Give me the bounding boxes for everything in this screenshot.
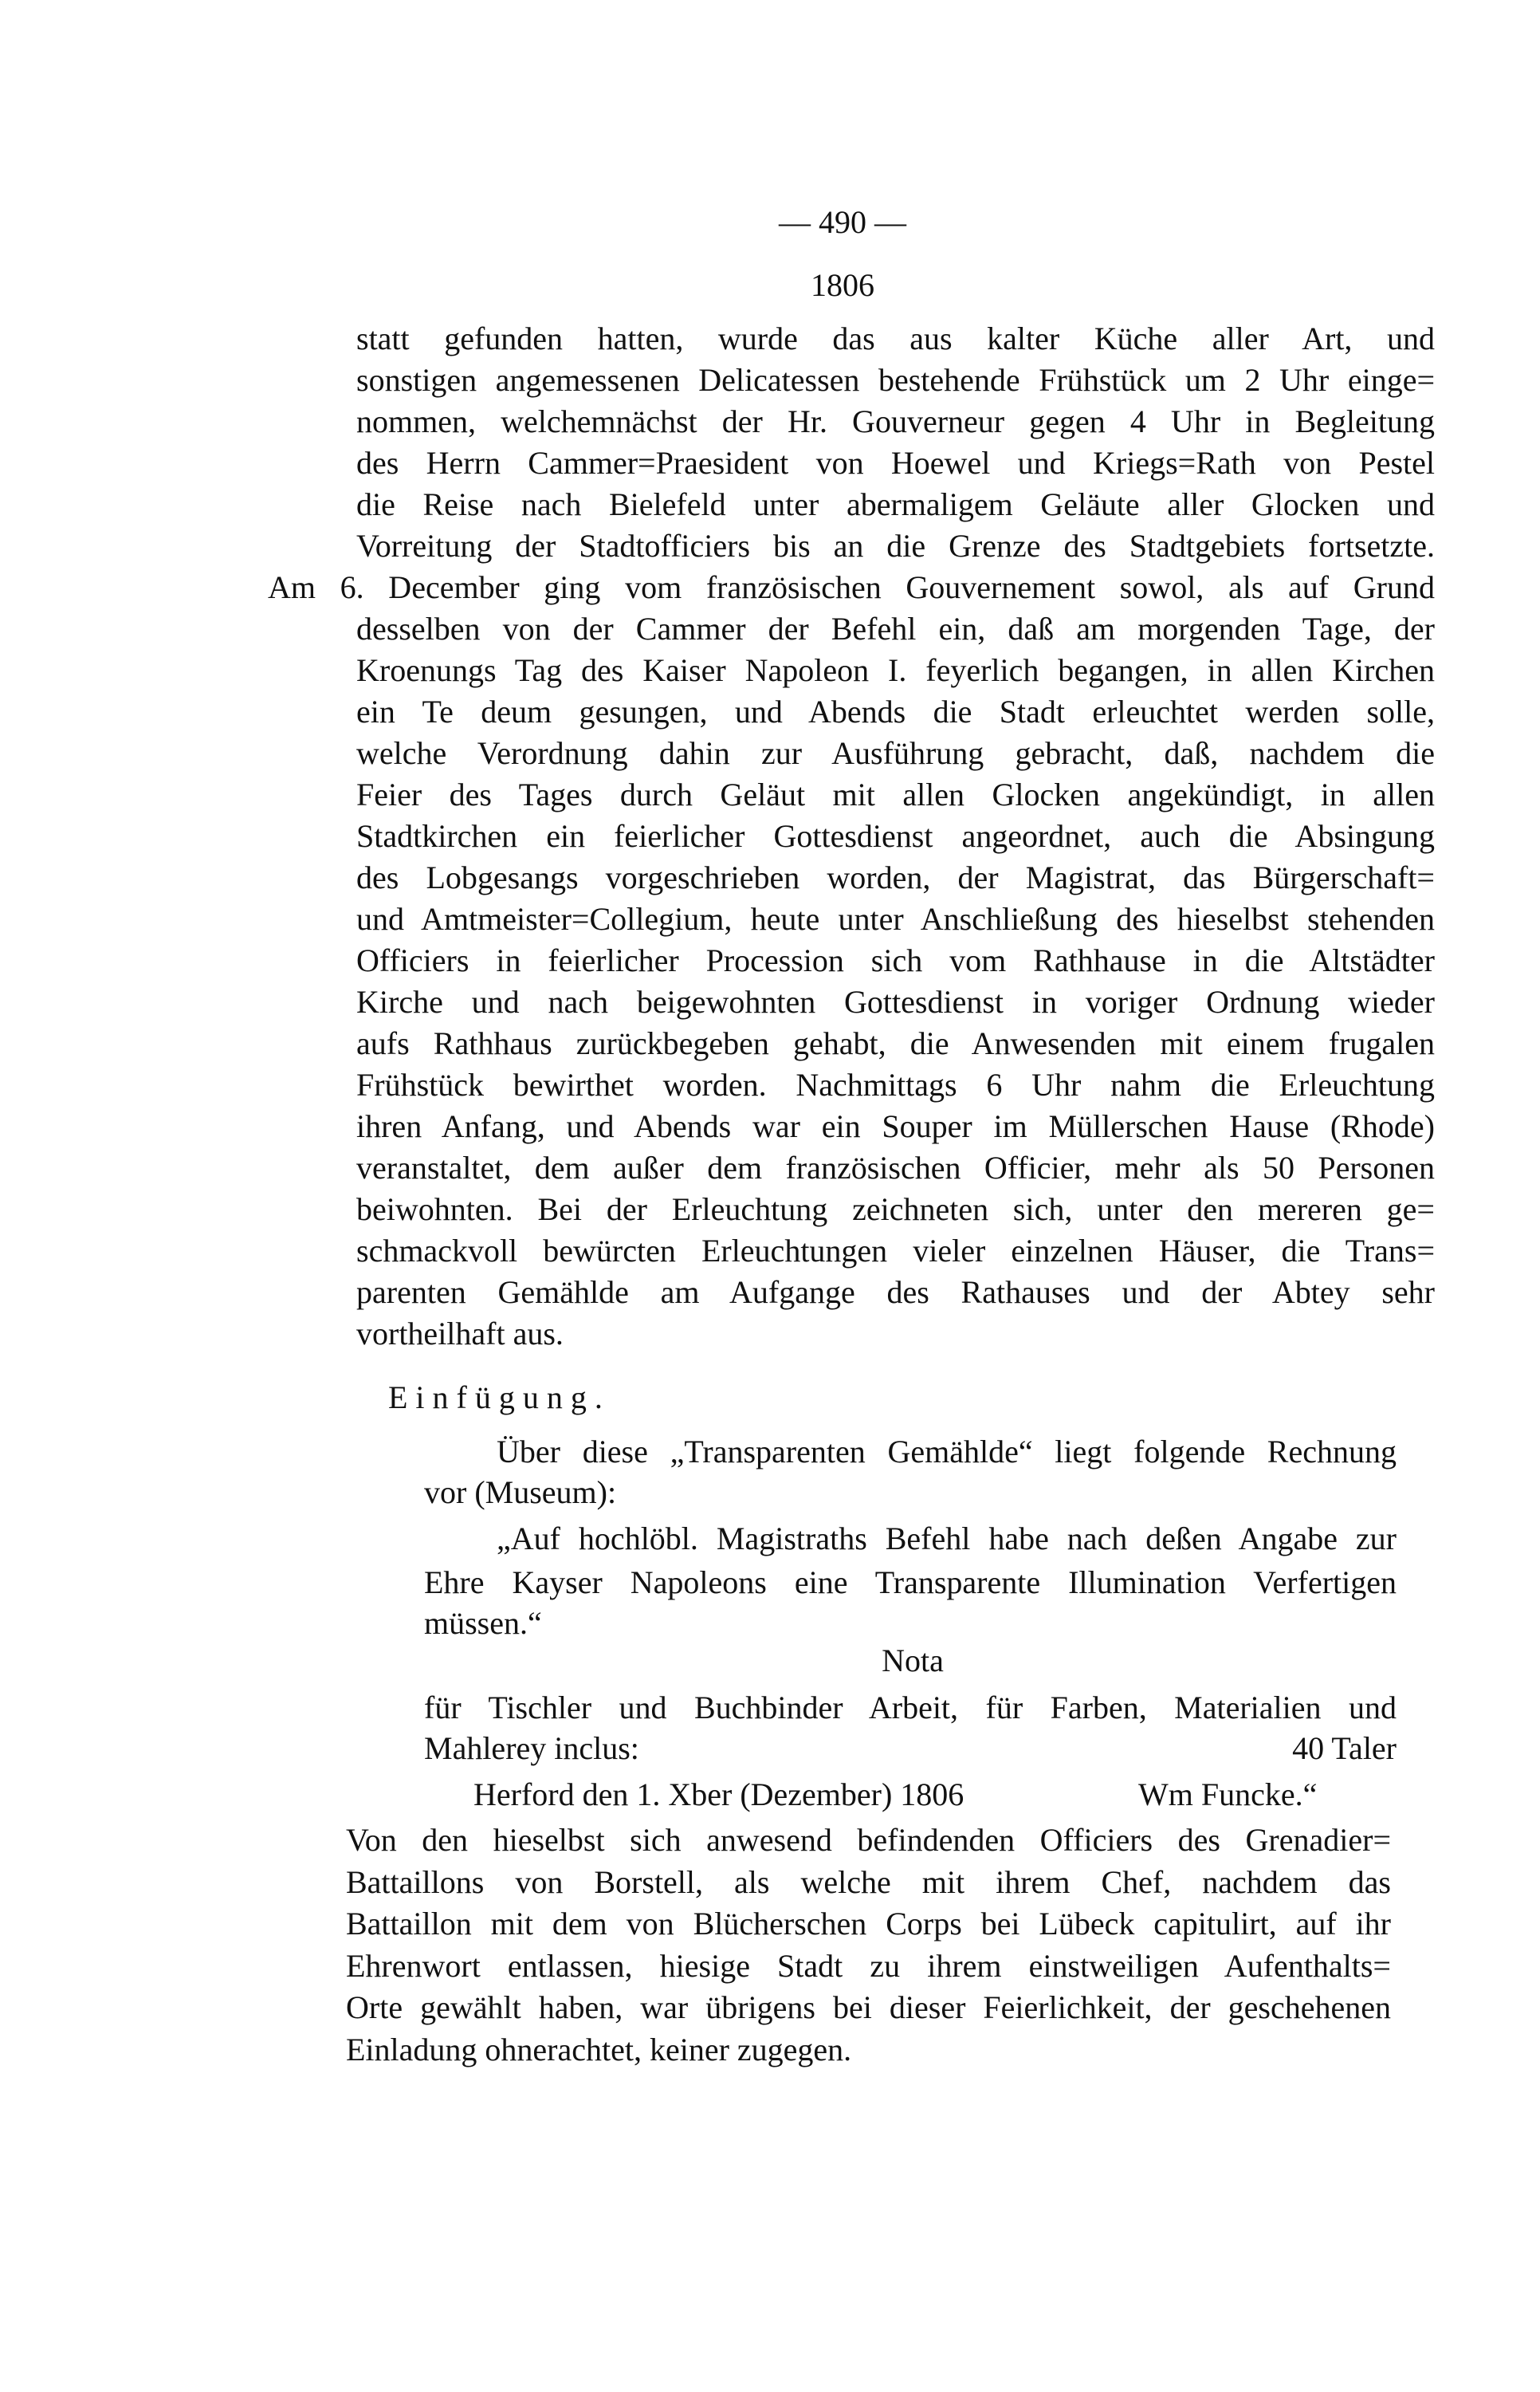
page-number: — 490 — — [779, 204, 906, 240]
quote-line: „Auf hochlöbl. Magistraths Befehl habe nach deßen Angabe zur — [497, 1521, 1397, 1556]
nota-line: Mahlerey inclus: — [424, 1730, 639, 1766]
text-line: und Amtmeister=Collegium, heute unter Anschließung des hieselbst stehenden — [356, 901, 1435, 937]
text-line: des Herrn Cammer=Praesident von Hoewel und Kriegs=Rath von Pestel — [356, 445, 1435, 481]
text-line: Von den hieselbst sich anwesend befindenden Officiers des Grenadier= — [346, 1822, 1391, 1858]
text-line: parenten Gemählde am Aufgange des Rathauses und der Abtey sehr — [356, 1274, 1435, 1310]
nota-heading: Nota — [882, 1643, 944, 1678]
text-line: Kroenungs Tag des Kaiser Napoleon I. feyerlich begangen, in allen Kirchen — [356, 652, 1435, 688]
text-line: Officiers in feierlicher Procession sich vom Rathhause in die Altstädter — [356, 942, 1435, 978]
text-line: sonstigen angemessenen Delicatessen bestehende Frühstück um 2 Uhr einge= — [356, 362, 1435, 398]
text-line: Frühstück bewirthet worden. Nachmittags 6 Uhr nahm die Erleuchtung — [356, 1067, 1435, 1103]
text-line: desselben von der Cammer der Befehl ein, daß am morgenden Tage, der — [356, 611, 1435, 647]
text-line: beiwohnten. Bei der Erleuchtung zeichneten sich, unter den mereren ge= — [356, 1191, 1435, 1227]
text-line: nommen, welchemnächst der Hr. Gouverneur gegen 4 Uhr in Begleitung — [356, 403, 1435, 439]
text-line: aufs Rathhaus zurückbegeben gehabt, die Anwesenden mit einem frugalen — [356, 1025, 1435, 1061]
text-line: statt gefunden hatten, wurde das aus kalter Küche aller Art, und — [356, 321, 1435, 356]
text-line: des Lobgesangs vorgeschrieben worden, der Magistrat, das Bürgerschaft= — [356, 860, 1435, 895]
text-line: Orte gewählt haben, war übrigens bei dieser Feierlichkeit, der geschehenen — [346, 1989, 1391, 2025]
quote-line: Ehre Kayser Napoleons eine Transparente Illumination Verfertigen — [424, 1564, 1397, 1600]
text-line: ein Te deum gesungen, und Abends die Stadt erleuchtet werden solle, — [356, 694, 1435, 730]
text-line: Battaillon mit dem von Blücherschen Corps bei Lübeck capitulirt, auf ihr — [346, 1906, 1391, 1942]
quote-line: müssen.“ — [424, 1605, 542, 1641]
text-line: Einladung ohnerachtet, keiner zugegen. — [346, 2031, 852, 2067]
text-line: ihren Anfang, und Abends war ein Souper im Müllerschen Hause (Rhode) — [356, 1108, 1435, 1144]
text-line: Stadtkirchen ein feierlicher Gottesdienst angeordnet, auch die Absingung — [356, 818, 1435, 854]
text-line: vor (Museum): — [424, 1474, 617, 1510]
signature: Wm Funcke.“ — [1138, 1776, 1318, 1812]
text-line: Ehrenwort entlassen, hiesige Stadt zu ihrem einstweiligen Aufenthalts= — [346, 1947, 1391, 1984]
nota-line: für Tischler und Buchbinder Arbeit, für Farben, Materialien und — [424, 1690, 1397, 1725]
text-line: die Reise nach Bielefeld unter abermaligem Geläute aller Glocken und — [356, 486, 1435, 522]
nota-amount: 40 Taler — [1292, 1730, 1397, 1766]
text-line: schmackvoll bewürcten Erleuchtungen vieler einzelnen Häuser, die Trans= — [356, 1233, 1435, 1269]
text-line: Battaillons von Borstell, als welche mit ihrem Chef, nachdem das — [346, 1863, 1391, 1900]
place-date: Herford den 1. Xber (Dezember) 1806 — [473, 1776, 964, 1812]
year-heading: 1806 — [811, 267, 874, 303]
text-line: Über diese „Transparenten Gemählde“ liegt folgende Rechnung — [497, 1434, 1397, 1469]
text-line: welche Verordnung dahin zur Ausführung gebracht, daß, nachdem die — [356, 735, 1435, 771]
insertion-heading: Einfügung. — [388, 1379, 611, 1415]
text-line: Feier des Tages durch Geläut mit allen Glocken angekündigt, in allen — [356, 777, 1435, 812]
text-line: vortheilhaft aus. — [356, 1316, 564, 1351]
text-line: veranstaltet, dem außer dem französischen Officier, mehr als 50 Personen — [356, 1150, 1435, 1186]
text-line: Am 6. December ging vom französischen Gouvernement sowol, als auf Grund — [268, 569, 1435, 605]
text-line: Kirche und nach beigewohnten Gottesdienst in voriger Ordnung wieder — [356, 984, 1435, 1020]
text-line: Vorreitung der Stadtofficiers bis an die Grenze des Stadtgebiets fortsetzte. — [356, 528, 1435, 564]
